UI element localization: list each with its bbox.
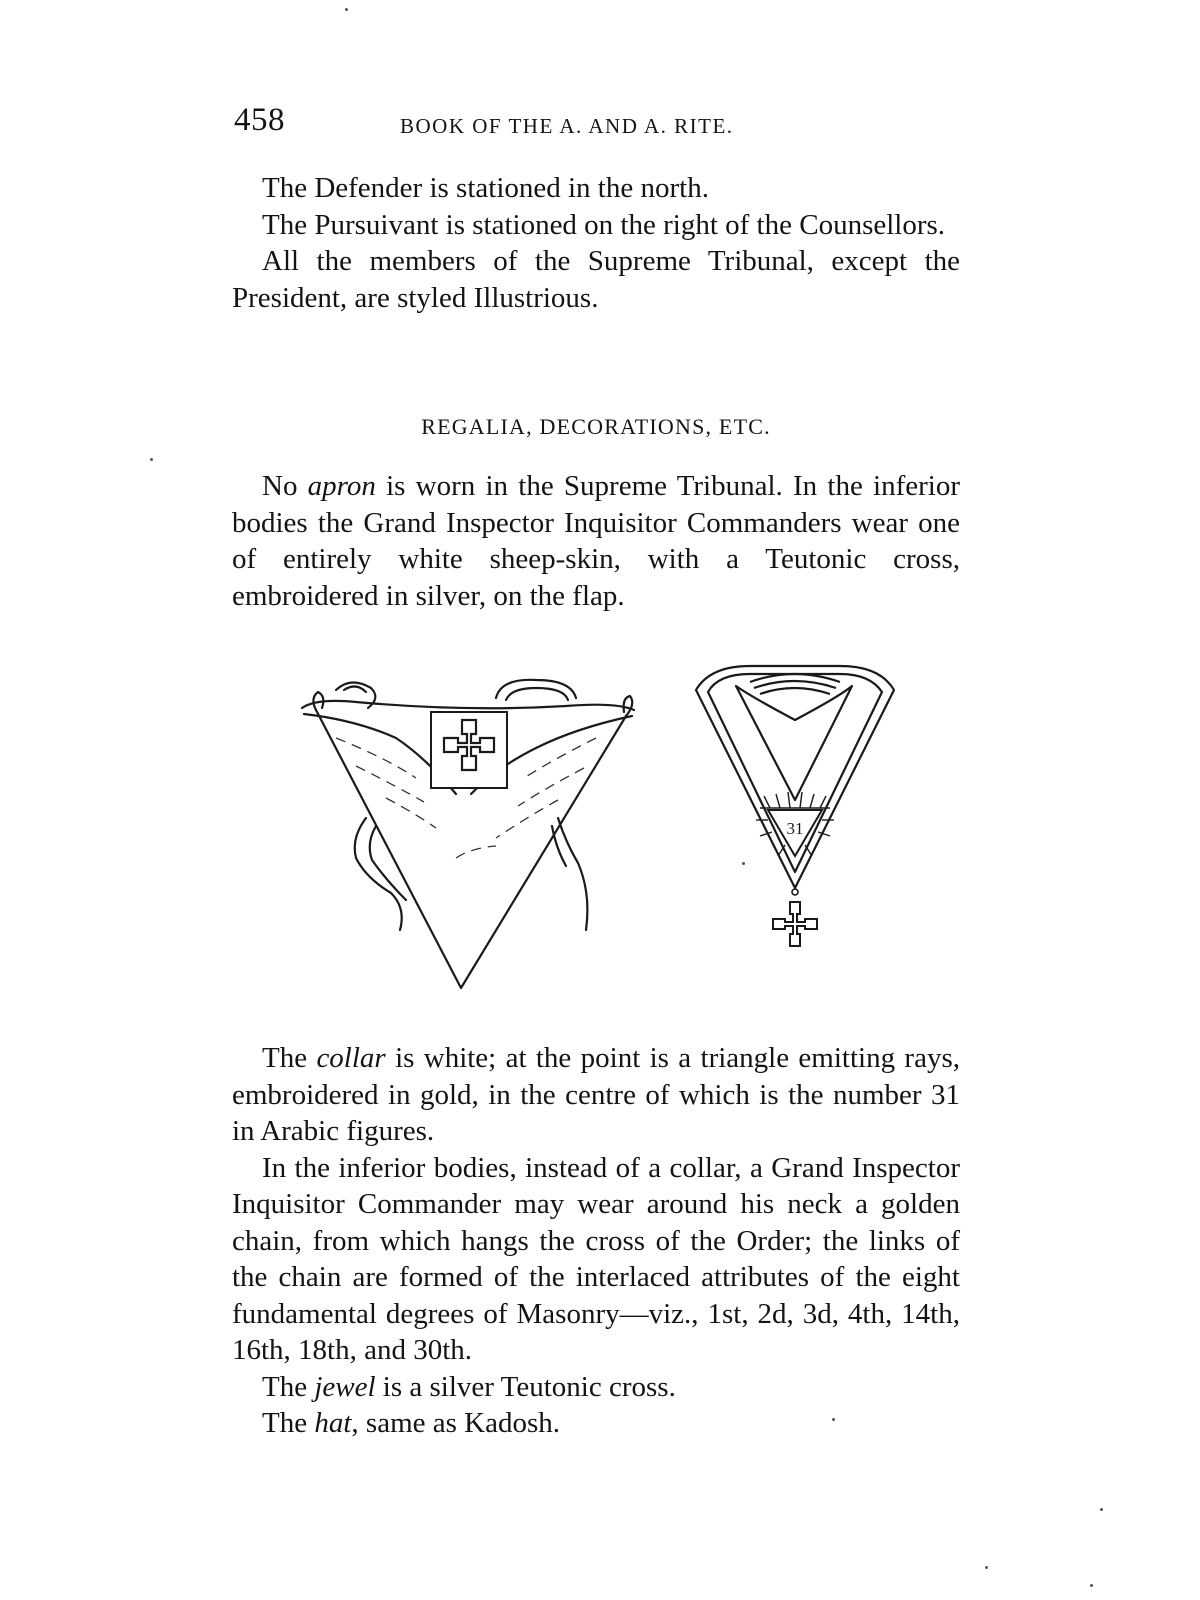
paper-speck — [1090, 1584, 1093, 1587]
hat-term: hat — [314, 1407, 352, 1439]
paper-speck — [150, 458, 153, 461]
jewel-number: 31 — [786, 819, 804, 838]
paper-speck — [832, 1418, 835, 1421]
hat-text-post: , same as Kadosh. — [351, 1407, 560, 1439]
paragraph-defender: The Defender is stationed in the north. — [262, 172, 709, 204]
paragraph-collar — [232, 1040, 960, 1150]
collar-term: collar — [316, 1042, 386, 1074]
jewel-term: jewel — [314, 1370, 376, 1403]
paper-speck — [742, 862, 745, 865]
collar-text-pre: The — [262, 1042, 317, 1074]
lower-paragraphs — [232, 1040, 960, 1442]
jewel-text-pre: The — [262, 1370, 315, 1403]
page-number: 458 — [234, 102, 285, 138]
apron-text-pre: No — [262, 470, 308, 502]
paper-speck — [345, 8, 348, 11]
top-paragraphs — [232, 170, 960, 316]
paragraph-apron — [232, 468, 960, 614]
paragraph-members: All the members of the Supreme Tribunal, except the President, are styled Illustrious. — [232, 245, 960, 314]
apron-paragraph-block — [232, 468, 960, 614]
hanging-cross-icon — [773, 902, 817, 946]
apron-term: apron — [307, 470, 376, 502]
apron-illustration — [296, 668, 646, 998]
section-heading: REGALIA, DECORATIONS, ETC. — [421, 414, 771, 439]
collar-text-post: is white; at the point is a triangle emitting rays, embroidered in gold, in the centre of which is the number 31 in Arabic figures. — [232, 1042, 960, 1147]
hat-text-pre: The — [262, 1407, 315, 1439]
paragraph-hat — [232, 1405, 960, 1442]
apron-text-post: is worn in the Supreme Tribunal. In the inferior bodies the Grand Inspector Inquisitor Commanders wear one of entirely white sheep-skin, with a Teutonic cross, embroidered in silver, on the flap. — [232, 470, 960, 612]
running-title: BOOK OF THE A. AND A. RITE. — [400, 114, 734, 138]
page-header — [234, 96, 994, 146]
paragraph-pursuivant: The Pursuivant is stationed on the right of the Counsellors. — [262, 208, 946, 241]
paragraph-jewel — [232, 1369, 960, 1406]
paper-speck — [985, 1566, 988, 1569]
collar-illustration — [690, 660, 900, 960]
paragraph-chain: In the inferior bodies, instead of a collar, a Grand Inspector Inquisitor Commander may wear around his neck a golden chain, from which hangs the cross of the Order; the links of the chain are formed of the interlaced attributes of the eight fundamental degrees of Masonry—viz., 1st, 2d, 3d, 4th, 14th, 16th, 18th, and 30th. — [232, 1151, 960, 1366]
paper-speck — [1100, 1508, 1103, 1511]
teutonic-cross-icon — [431, 712, 507, 788]
triangle-rays-icon — [756, 792, 834, 856]
jewel-text-post: is a silver Teutonic cross. — [375, 1370, 676, 1403]
